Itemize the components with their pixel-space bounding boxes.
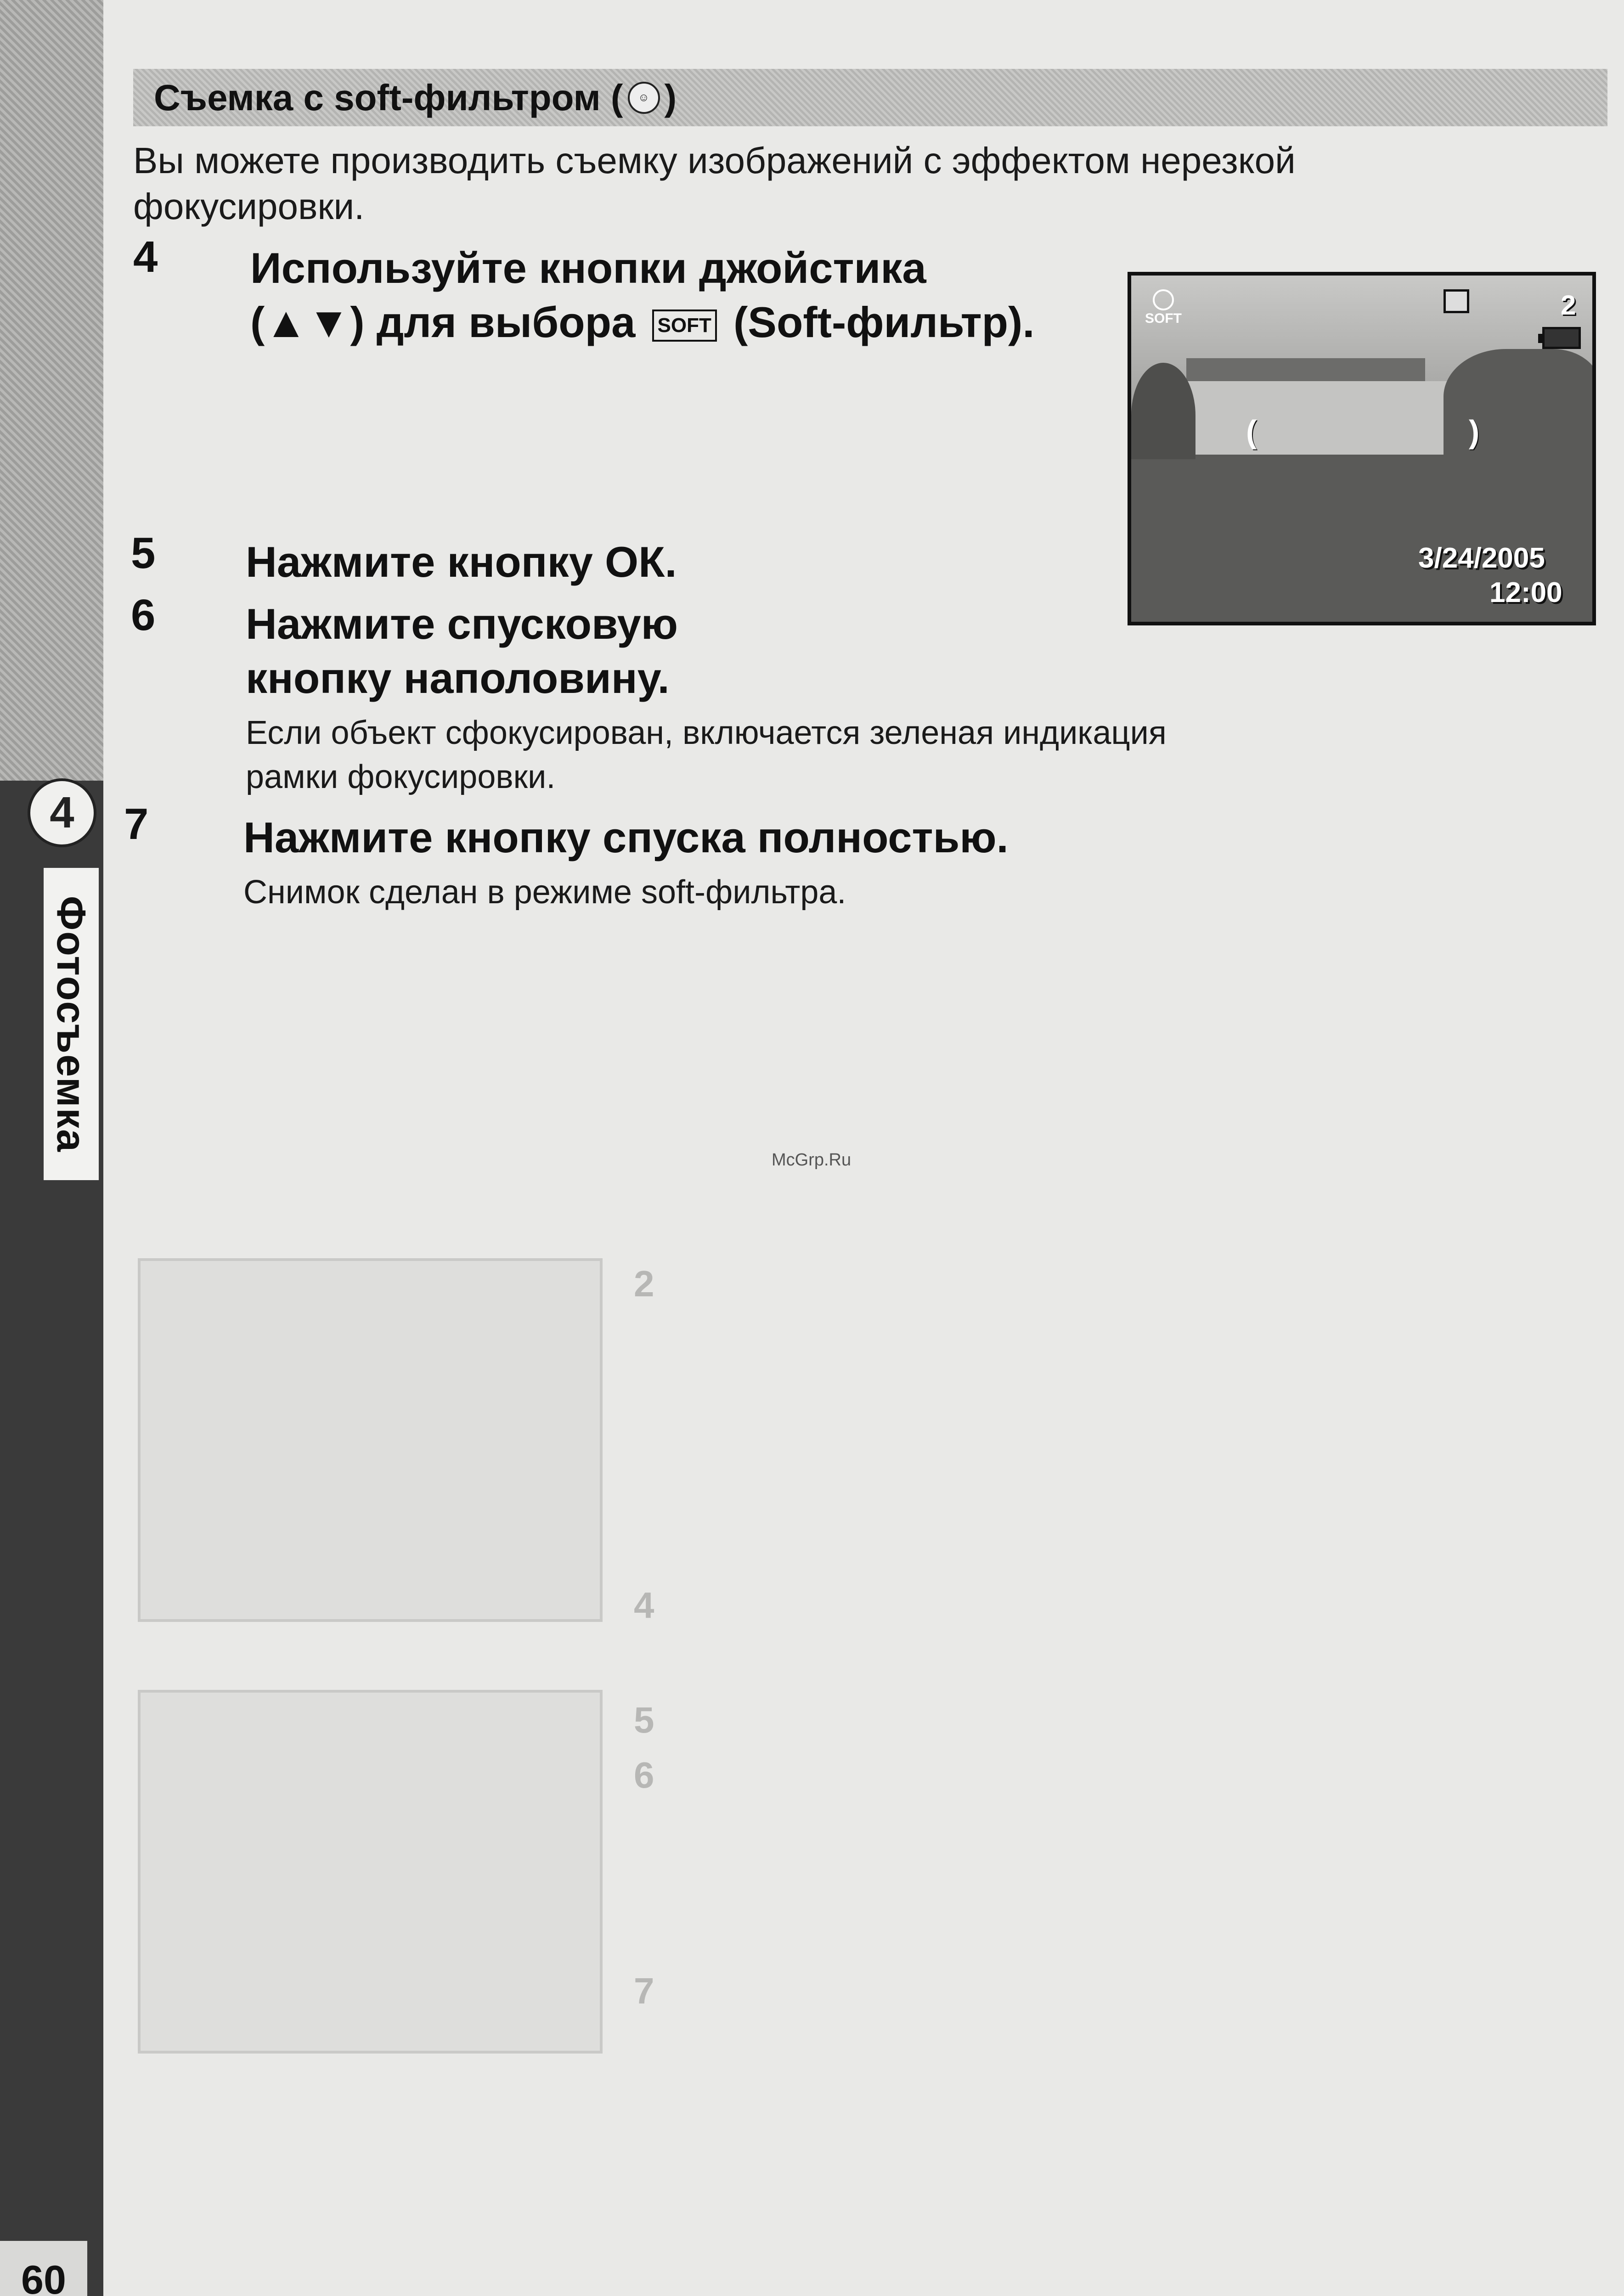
lcd-mode-label: SOFT: [1145, 311, 1182, 326]
ghost-table: [138, 1258, 603, 1622]
step-desc-line: Если объект сфокусирован, включается зеленая индикация: [246, 715, 1167, 751]
soft-filter-mode-icon: ☺: [628, 82, 660, 114]
step-title: Нажмите кнопку ОК.: [246, 538, 677, 586]
section-title: [154, 77, 677, 119]
step-number: 4: [133, 232, 158, 281]
focus-bracket-right: ): [1469, 414, 1480, 450]
step-title: [246, 597, 1118, 705]
ghost-lcd: [138, 1690, 603, 2054]
step-title-line: Нажмите спусковую: [246, 600, 678, 648]
step-number: 5: [131, 529, 156, 578]
ghost-text: 2: [634, 1263, 654, 1304]
step-title: [250, 241, 1123, 349]
lcd-preview: [1128, 272, 1596, 625]
focus-bracket-left: (: [1246, 414, 1257, 450]
step-title-line: Используйте кнопки джойстика: [250, 244, 926, 292]
lcd-time: 12:00: [1489, 577, 1562, 608]
section-header: [133, 69, 1607, 126]
step-description: Снимок сделан в режиме soft-фильтра.: [243, 874, 846, 911]
step-title-text: (Soft-фильтр).: [733, 298, 1035, 346]
ghost-text: 4: [634, 1585, 654, 1626]
step-number: 6: [131, 591, 156, 640]
step-title-text: (▲▼) для выбора: [250, 298, 636, 346]
soft-icon: SOFT: [652, 310, 717, 342]
step-description: [246, 711, 1486, 799]
section-title-text: Съемка с soft-фильтром (: [154, 77, 623, 118]
ghost-text: 6: [634, 1755, 654, 1795]
ghost-text: 5: [634, 1699, 654, 1740]
chapter-number: 4: [28, 778, 96, 847]
shots-remaining: 2: [1561, 290, 1576, 321]
step-title-line: [250, 295, 1123, 349]
soft-disc-icon: [1153, 289, 1174, 310]
step-title-line: кнопку наполовину.: [246, 654, 670, 702]
step-title: Нажмите кнопку спуска полностью.: [243, 813, 1009, 861]
image-size-icon: [1444, 289, 1469, 313]
lcd-building: [1173, 381, 1457, 455]
watermark: McGrp.Ru: [772, 1150, 851, 1170]
lcd-trees: [1444, 349, 1596, 468]
battery-icon: [1542, 327, 1581, 349]
intro-paragraph: Вы можете производить съемку изображений с эффектом нерезкой фокусировки.: [133, 140, 1296, 227]
lcd-date: 3/24/2005: [1418, 542, 1545, 574]
lcd-tree: [1131, 363, 1195, 468]
chapter-title: Фотосъемка: [44, 868, 99, 1180]
soft-mode-icon: [1145, 289, 1182, 326]
step-desc-line: рамки фокусировки.: [246, 759, 556, 795]
page-number: 60: [0, 2241, 87, 2296]
step-number: 7: [124, 799, 149, 849]
ghost-text: 7: [634, 1970, 654, 2011]
section-title-suffix: ): [664, 77, 677, 118]
